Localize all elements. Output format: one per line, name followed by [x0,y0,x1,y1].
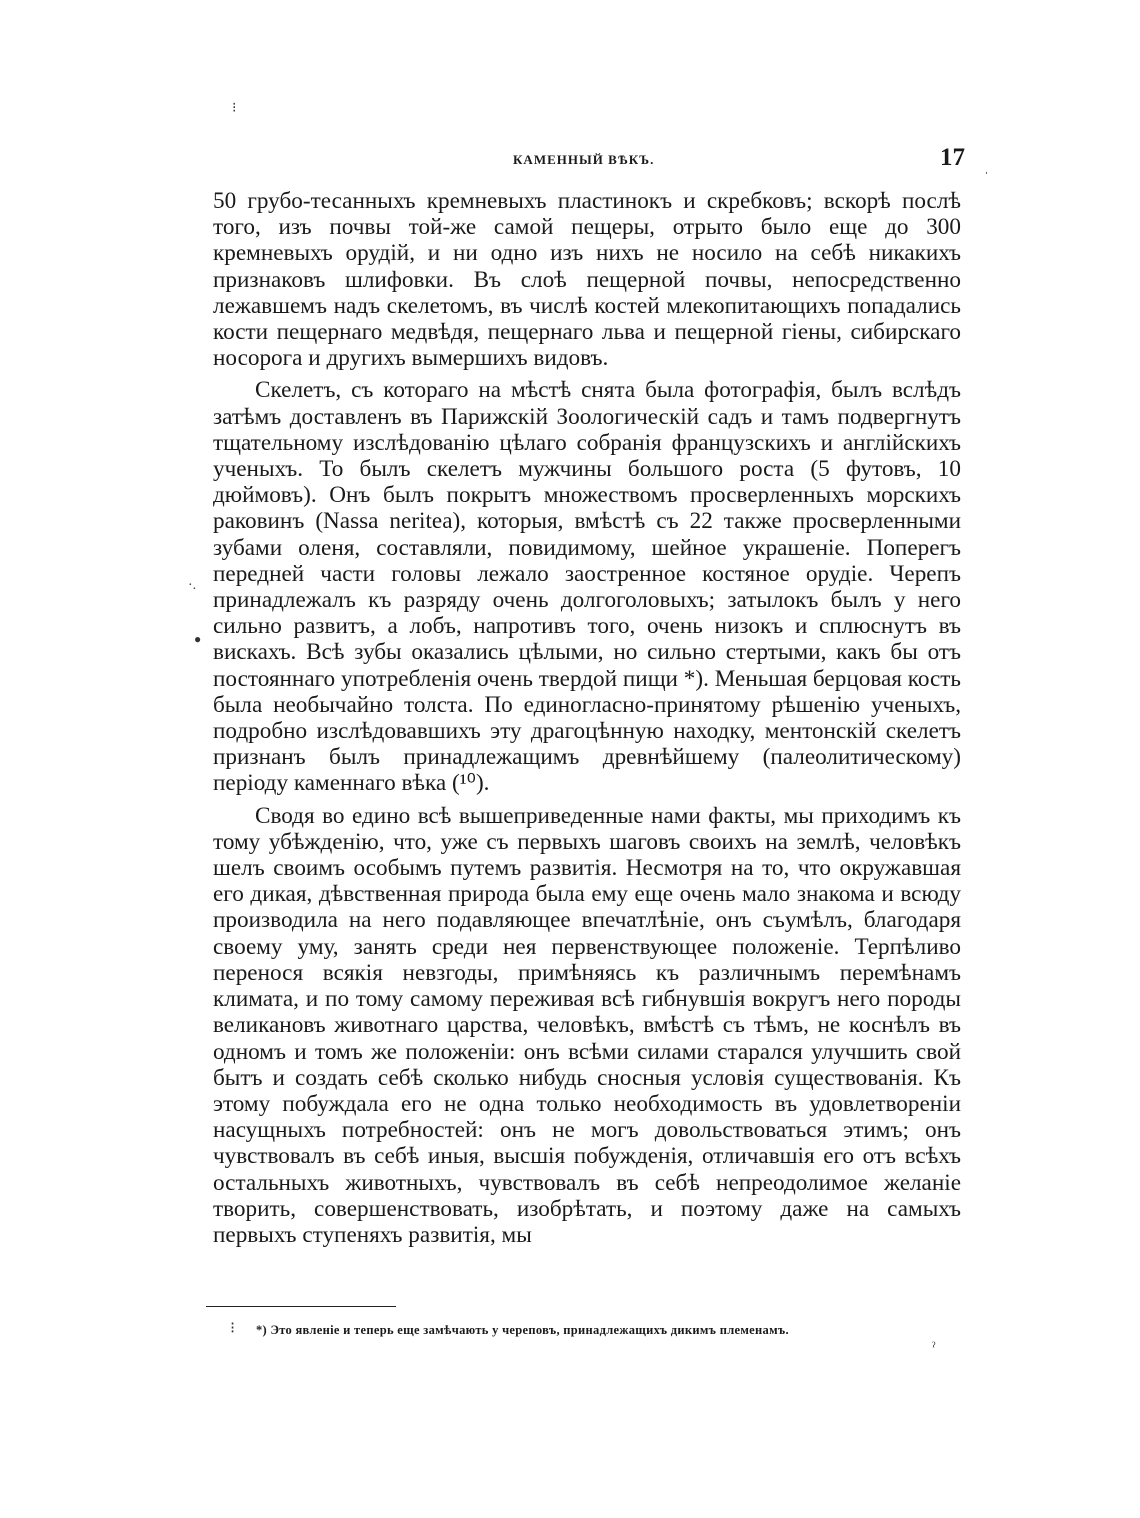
scan-speck: ⁝ [232,101,237,116]
scan-speck: ⁝ [230,1320,236,1337]
scan-speck: ● [194,632,202,646]
running-header [205,144,965,176]
scan-speck: ·. [188,578,197,593]
footnote-divider [206,1306,396,1307]
main-text [213,188,961,1254]
running-title: КАМЕННЫЙ ВѢКЪ. [513,152,655,167]
paragraph: 50 грубо-тесанныхъ кремневыхъ пластинокъ и скребковъ; вскорѣ послѣ того, изъ почвы той-же самой пещеры, отрыто было еще до 300 кремневыхъ орудій, и ни одно изъ нихъ не носило на себѣ никакихъ признаковъ шлифовки. Въ слоѣ пещерной почвы, непосредственно лежавшемъ надъ скелетомъ, въ числѣ костей млекопитающихъ попадались кости пещернаго медвѣдя, пещернаго льва и пещерной гіены, сибирскаго носорога и другихъ вымершихъ видовъ. [213,188,961,372]
footnote: *) Это явленіе и теперь еще замѣчають у череповъ, принадлежащихъ дикимъ племенамъ. [256,1323,789,1337]
page-number: 17 [940,144,965,171]
paragraph: Скелетъ, съ котораго на мѣстѣ снята была фотографія, былъ вслѣдъ затѣмъ доставленъ въ Парижскій Зоологическій садъ и тамъ подвергнутъ тщательному изслѣдованію цѣлаго собранія французскихъ и англійскихъ ученыхъ. То былъ скелетъ мужчины большого роста (5 футовъ, 10 дюймовъ). Онъ былъ покрытъ множествомъ просверленныхъ морскихъ раковинъ (Nassa neritea), которыя, вмѣстѣ съ 22 также просверленными зубами оленя, составляли, повидимому, шейное украшеніе. Поперегъ передней части головы лежало заостренное костяное орудіе. Черепъ принадлежалъ къ разряду очень долгоголовыхъ; затылокъ былъ у него сильно развитъ, а лобъ, напротивъ того, очень низокъ и сплюснутъ въ вискахъ. Всѣ зубы оказались цѣлыми, но сильно стертыми, какъ бы отъ постояннаго употребленія очень твердой пищи *). Меньшая берцовая кость была необычайно толста. По единогласно-принятому рѣшенію ученыхъ, подробно изслѣдовавшихъ эту драгоцѣнную находку, ментонскій скелетъ признанъ былъ принадлежащимъ древнѣйшему (палеолитическому) періоду каменнаго вѣка (¹⁰). [213,377,961,797]
scan-speck: ˀ [932,1340,936,1355]
scan-speck: ˌ [984,160,989,175]
paragraph: Сводя во едино всѣ вышеприведенные нами факты, мы приходимъ къ тому убѣжденію, что, уже съ первыхъ шаговъ своихъ на землѣ, человѣкъ шелъ своимъ особымъ путемъ развитія. Несмотря на то, что окружавшая его дикая, дѣвственная природа была ему еще очень мало знакома и всюду производила на него подавляющее впечатлѣніе, онъ съумѣлъ, благодаря своему уму, занять среди нея первенствующее положеніе. Терпѣливо перенося всякія невзгоды, примѣняясь къ различнымъ перемѣнамъ климата, и по тому самому переживая всѣ гибнувшія вокругъ него породы великановъ животнаго царства, человѣкъ, вмѣстѣ съ тѣмъ, не коснѣлъ въ одномъ и томъ же положеніи: онъ всѣми силами старался улучшить свой бытъ и создать себѣ сколько нибудь сносныя условія существованія. Къ этому побуждала его не одна только необходимость въ удовлетвореніи насущныхъ потребностей: онъ не могъ довольствоваться этимъ; онъ чувствовалъ въ себѣ иныя, высшія побужденія, отличавшія его отъ всѣхъ остальныхъ животныхъ, чувствовалъ въ себѣ непреодолимое желаніе творить, совершенствовать, изобрѣтать, и поэтому даже на самыхъ первыхъ ступеняхъ развитія, мы [213,802,961,1248]
